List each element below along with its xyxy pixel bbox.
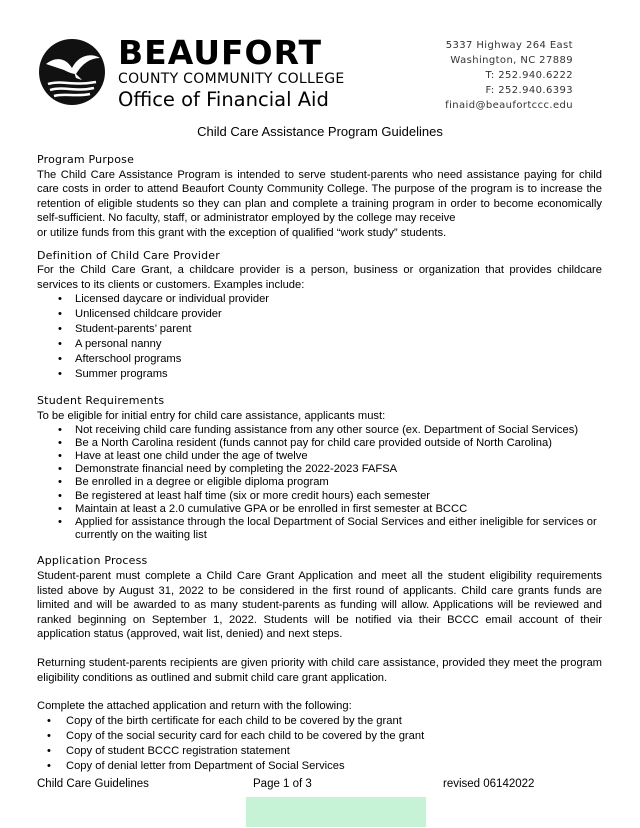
document-body [37, 153, 602, 774]
list-item: • Maintain at least a 2.0 cumulative GPA or be enrolled in first semester at BCCC [37, 503, 602, 516]
list-item: • Have at least one child under the age of twelve [37, 450, 602, 463]
list-item: • Not receiving child care funding assistance from any other source (ex. Department of Social Services) [37, 424, 602, 437]
requirements-text: To be eligible for initial entry for child care assistance, applicants must: [37, 409, 386, 422]
revision-date: revised 06142022 [443, 778, 535, 790]
list-item: • Copy of denial letter from Department of Social Services [37, 759, 602, 774]
college-brand [118, 33, 345, 112]
application-paragraph-2: Returning student-parents recipients are given priority with child care assistance, provided they meet the program eligibility conditions as outlined and submit child care grant application. [37, 656, 602, 684]
list-item: • Copy of student BCCC registration statement [37, 744, 602, 759]
provider-list [37, 292, 602, 382]
attachments-list [37, 714, 602, 774]
footer-document-name: Child Care Guidelines [37, 778, 149, 790]
highlight-box [246, 797, 426, 827]
purpose-text: The Child Care Assistance Program is intended to serve student-parents who need assistance paying for child care costs in order to attend Beaufort County Community College. The purpose of the program is to increase the retention of eligible students so they can plan and complete a training program in order to become economically self-sufficient. No faculty, staff, or administrator employed by the college may receive [37, 168, 602, 225]
seagull-logo-icon [38, 38, 106, 106]
email-address: finaid@beaufortccc.edu [445, 100, 573, 111]
address-line-1: 5337 Highway 264 East [445, 40, 573, 51]
office-name: Office of Financial Aid [118, 88, 329, 111]
section-heading-requirements: Student Requirements [37, 394, 165, 408]
list-item: • Applied for assistance through the local Department of Social Services and either ineligible for services or currently on the waiting list [37, 516, 602, 542]
list-item: • Unlicensed childcare provider [37, 307, 602, 322]
list-item: • Licensed daycare or individual provider [37, 292, 602, 307]
section-heading-purpose: Program Purpose [37, 153, 135, 166]
list-item: • Be registered at least half time (six or more credit hours) each semester [37, 490, 602, 503]
list-item: • Be a North Carolina resident (funds cannot pay for child care provided outside of North Carolina) [37, 437, 602, 450]
list-item: • Afterschool programs [37, 352, 602, 367]
page-number: Page 1 of 3 [253, 778, 312, 790]
brand-subtitle: COUNTY COMMUNITY COLLEGE [118, 71, 345, 87]
address-line-2: Washington, NC 27889 [450, 55, 573, 66]
fax-number: F: 252.940.6393 [485, 85, 573, 96]
list-item: • A personal nanny [37, 337, 602, 352]
list-item: • Summer programs [37, 367, 602, 382]
phone-number: T: 252.940.6222 [485, 70, 573, 81]
brand-name: BEAUFORT [118, 33, 323, 72]
purpose-text-2: or utilize funds from this grant with the exception of qualified “work study” students. [37, 226, 447, 239]
list-item: • Be enrolled in a degree or eligible diploma program [37, 476, 602, 489]
document-title: Child Care Assistance Program Guidelines [197, 124, 443, 139]
list-item: • Student-parents’ parent [37, 322, 602, 337]
list-item: • Copy of the social security card for each child to be covered by the grant [37, 729, 602, 744]
application-paragraph-3: Complete the attached application and return with the following: [37, 700, 352, 713]
list-item: • Demonstrate financial need by completing the 2022-2023 FAFSA [37, 463, 602, 476]
section-heading-application: Application Process [37, 554, 148, 568]
section-heading-definition: Definition of Child Care Provider [37, 248, 220, 262]
list-item: • Copy of the birth certificate for each child to be covered by the grant [37, 714, 602, 729]
contact-block [445, 38, 573, 113]
requirements-list [37, 424, 602, 543]
letterhead [0, 0, 640, 120]
application-paragraph-1: Student-parent must complete a Child Care Grant Application and meet all the student eligibility requirements listed above by August 31, 2022 to be considered in the first round of applicants. Child care grants funds are limited and will be awarded to as many student-parents as funding will allow. Applications will be reviewed and ranked beginning on September 1, 2022. Students will be notified via their BCCC email account of their application status (approved, wait list, denied) and next steps. [37, 569, 602, 641]
definition-text: For the Child Care Grant, a childcare provider is a person, business or organization that provides childcare services to its clients or customers. Examples include: [37, 264, 602, 291]
